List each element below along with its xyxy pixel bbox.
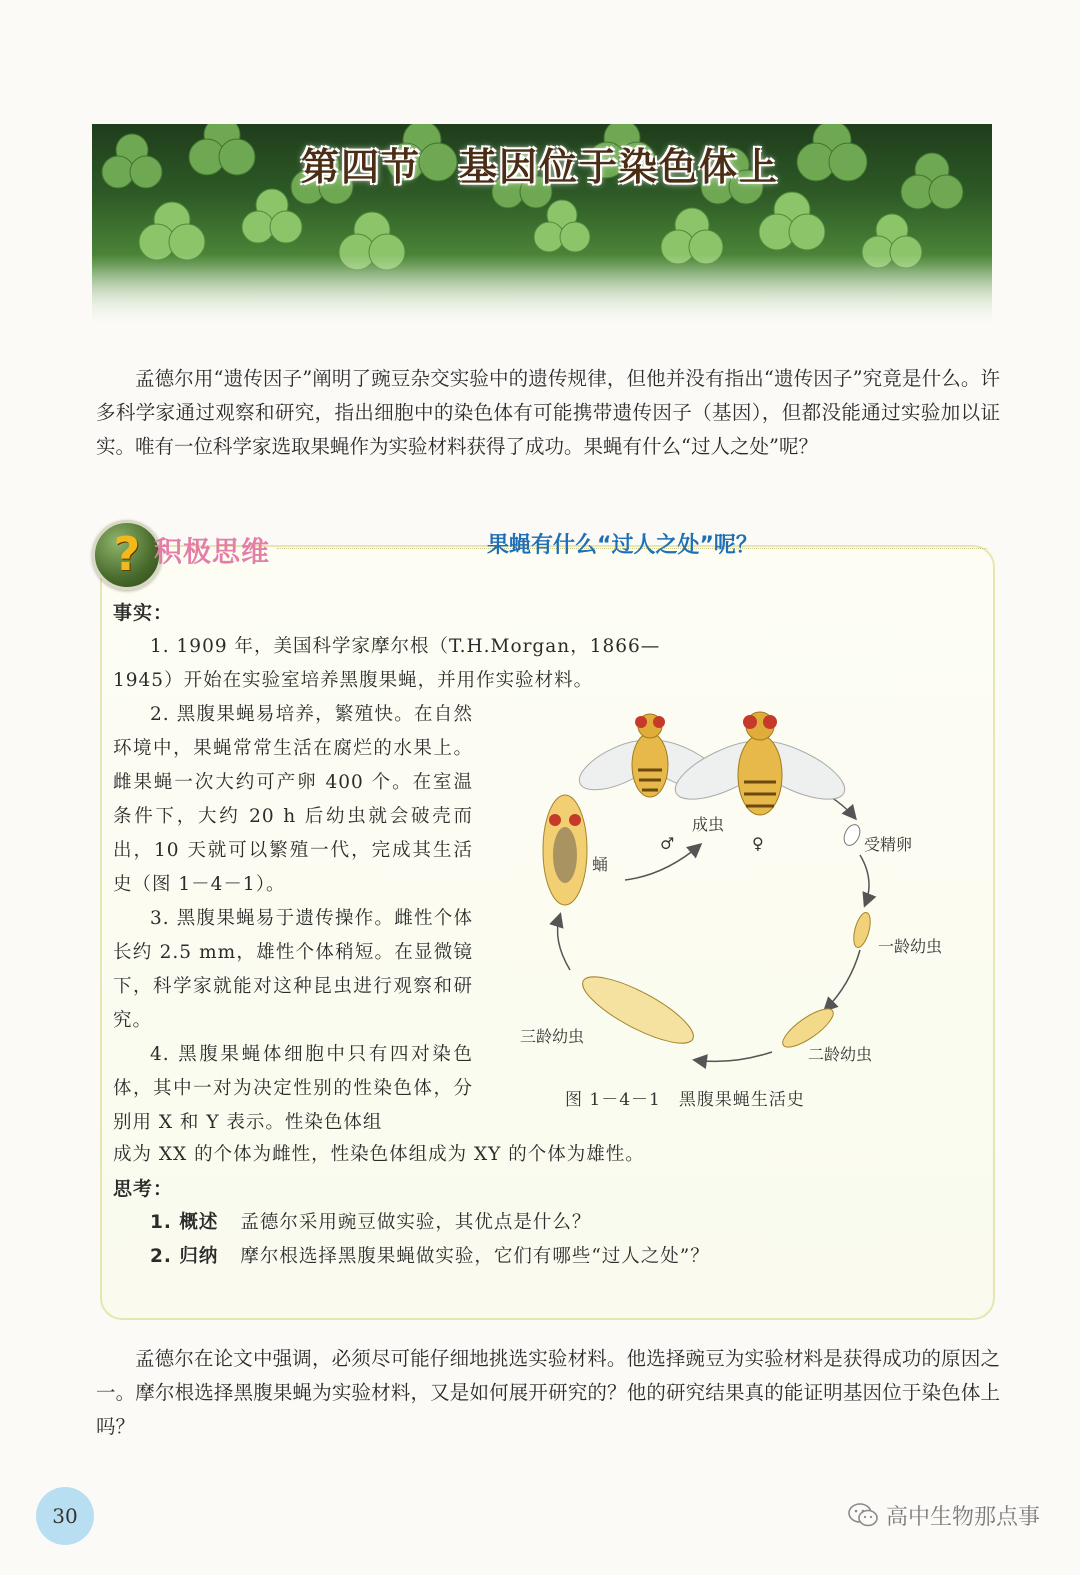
question-2-text: 摩尔根选择黑腹果蝇做实验，它们有哪些“过人之处”？	[240, 1246, 710, 1267]
closing-paragraph: 孟德尔在论文中强调，必须尽可能仔细地挑选实验材料。他选择豌豆为实验材料是获得成功的原因之一。摩尔根选择黑腹果蝇为实验材料，又是如何展开研究的？他的研究结果真的能证明基因位于染色体上吗？	[96, 1347, 1000, 1438]
question-1-keyword: 1. 概述	[150, 1212, 219, 1233]
label-larva2: 二龄幼虫	[808, 1045, 873, 1064]
think-heading: 思考：	[113, 1178, 174, 1200]
thinking-box-header	[92, 512, 992, 592]
figure-caption-text: 黑腹果蝇生活史	[678, 1090, 805, 1110]
arrow-larva3-to-pupa	[558, 915, 570, 970]
life-cycle-figure	[510, 690, 970, 1120]
fact-1: 1. 1909 年，美国科学家摩尔根（T.H.Morgan，1866—1945）开始在实验室培养黑腹果蝇，并用作实验材料。	[113, 636, 661, 691]
section-title	[0, 136, 1080, 191]
question-1	[113, 1206, 713, 1240]
facts-heading: 事实：	[113, 602, 174, 624]
figure-caption-number: 图 1－4－1	[565, 1090, 661, 1110]
page-number: 30	[36, 1487, 94, 1545]
watermark-text: 高中生物那点事	[885, 1505, 1040, 1530]
fact-4: 4. 黑腹果蝇体细胞中只有四对染色体，其中一对为决定性别的性染色体，分别用 X 和 Y 表示。性染色体组	[113, 1044, 473, 1133]
egg-icon	[841, 822, 863, 848]
label-larva1: 一龄幼虫	[878, 937, 943, 956]
fact-2: 2. 黑腹果蝇易培养，繁殖快。在自然环境中，果蝇常常生活在腐烂的水果上。雌果蝇一次大约可产卵 400 个。在室温条件下，大约 20 h 后幼虫就会破壳而出，10 天就可以繁殖一代，完成其生活史（图 1－4－1）。	[113, 704, 473, 895]
figure-caption	[565, 1085, 805, 1110]
arrow-larva2-to-larva3	[695, 1052, 772, 1061]
arrow-egg-to-larva1	[860, 855, 869, 905]
questions-list	[113, 1206, 713, 1274]
label-pupa: 蛹	[592, 855, 609, 874]
thinking-box-title: 果蝇有什么“过人之处”呢？	[487, 533, 758, 558]
fact-4-continued: 成为 XX 的个体为雌性，性染色体组成为 XY 的个体为雄性。	[113, 1144, 645, 1165]
label-egg: 受精卵	[864, 835, 913, 854]
fact-3: 3. 黑腹果蝇易于遗传操作。雌性个体长约 2.5 mm，雄性个体稍短。在显微镜下，科学家就能对这种昆虫进行观察和研究。	[113, 908, 473, 1031]
question-2	[113, 1240, 713, 1274]
female-fly-icon	[668, 712, 853, 815]
larva3-icon	[575, 965, 701, 1055]
thinking-box-label: 积极思维	[154, 535, 271, 568]
label-male: ♂	[660, 834, 675, 853]
larva1-icon	[851, 911, 874, 949]
section-number: 第四节	[300, 145, 421, 189]
question-2-keyword: 2. 归纳	[150, 1246, 219, 1267]
facts-left-column	[113, 698, 473, 1140]
pupa-icon	[543, 795, 587, 905]
arrow-larva1-to-larva2	[825, 950, 860, 1010]
label-adult: 成虫	[692, 815, 725, 834]
question-mark-icon: ?	[92, 520, 162, 590]
life-cycle-diagram	[510, 690, 970, 1120]
section-heading: 基因位于染色体上	[459, 145, 780, 189]
wechat-icon	[848, 1502, 878, 1534]
label-larva3: 三龄幼虫	[520, 1027, 585, 1046]
intro-paragraph: 孟德尔用“遗传因子”阐明了豌豆杂交实验中的遗传规律，但他并没有指出“遗传因子”究竟是什么。许多科学家通过观察和研究，指出细胞中的染色体有可能携带遗传因子（基因），但都没能通过实验加以证实。唯有一位科学家选取果蝇作为实验材料获得了成功。果蝇有什么“过人之处”呢？	[96, 367, 1000, 458]
watermark	[848, 1500, 1040, 1534]
question-1-text: 孟德尔采用豌豆做实验，其优点是什么？	[240, 1212, 592, 1233]
label-female: ♀	[752, 834, 764, 853]
